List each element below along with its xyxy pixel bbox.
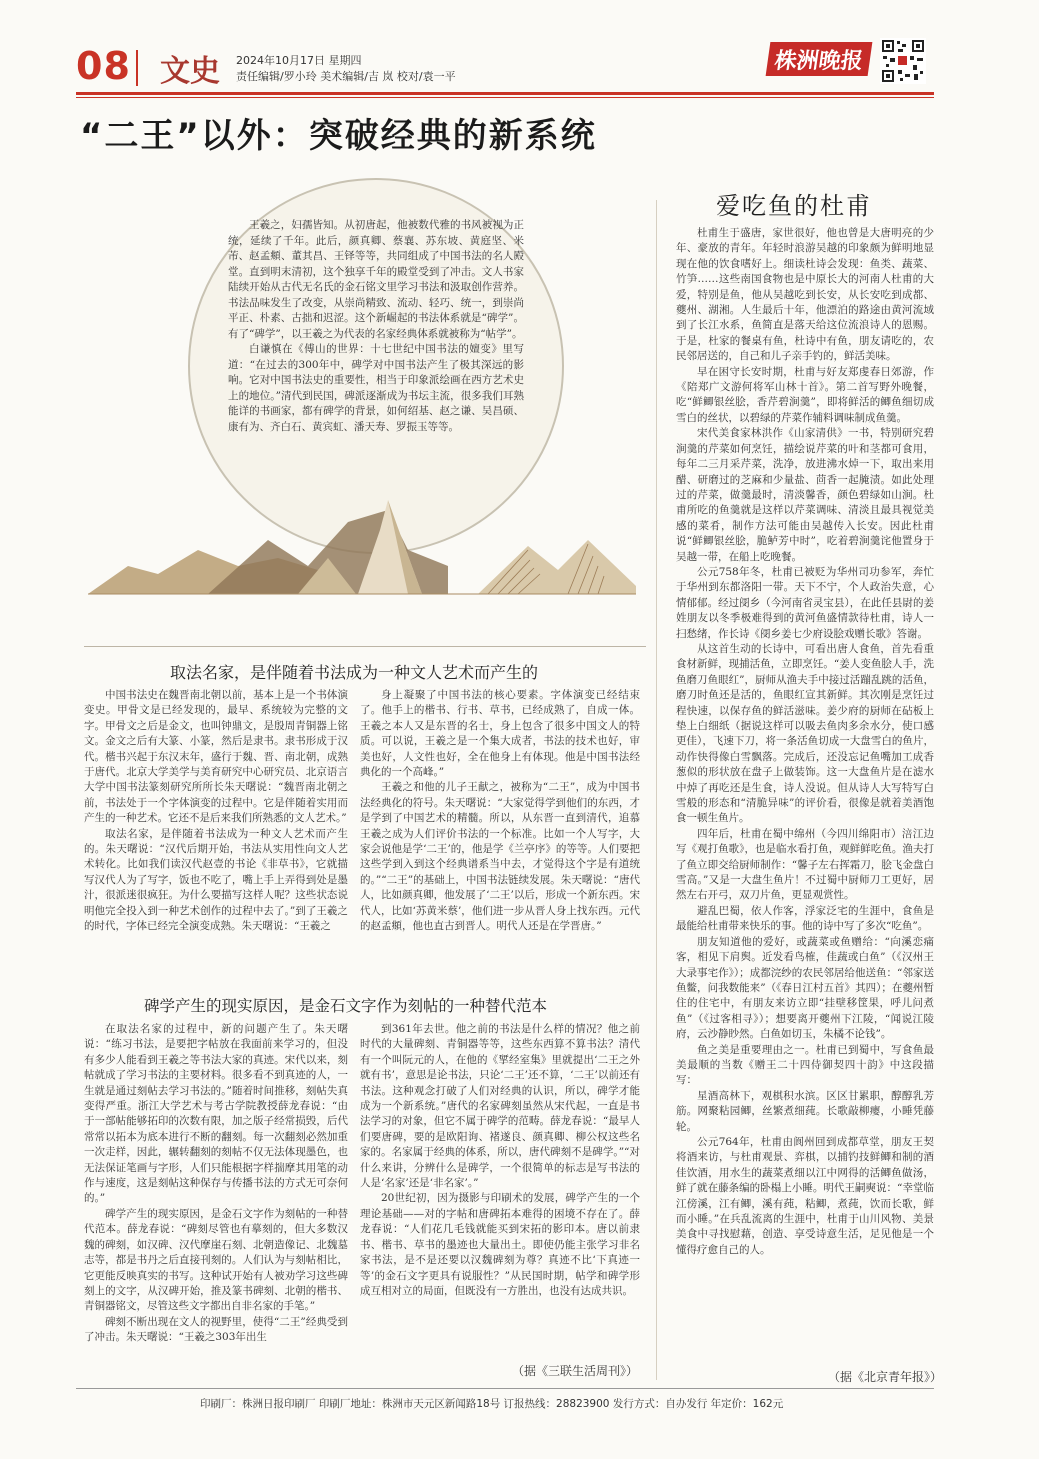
body-paragraph: 碑学产生的现实原因，是金石文字作为刻帖的一种替代范本。薛龙春说：“碑刻尽管也有摹刻的，但大多数汉魏的碑刻，如汉碑、汉代摩崖石刻、北朝造像记、北魏墓志等，都是书丹之后直接刊刻的。人们认为与刻帖相比，它更能反映真实的书写。这种试开始有人被劝学习这些碑刻上的文字，从汉碑开始，推及篆书碑刻、北朝的楷书、青铜器铭文，尽管这些文字都出自非名家的手笔。” xyxy=(84,1207,348,1313)
masthead-text: 株洲晚报 xyxy=(772,48,865,74)
subheading-1: 取法名家，是伴随着书法成为一种文人艺术而产生的 xyxy=(170,663,539,682)
editors-line: 责任编辑/罗小玲 美术编辑/吉 岚 校对/袁一平 xyxy=(236,70,456,83)
mountain-illustration xyxy=(88,470,636,602)
body-paragraph: 20世纪初，因为摄影与印刷术的发展，碑学产生的一个理论基础——对的字帖和唐碑拓本难得的困境不存在了。薛龙春说：“人们花几毛钱就能买到宋拓的影印本。唐以前隶书、楷书、草书的墨迹也大量出土。即使仍能主张学习非名家书法，是不是还要以汉魏碑刻为尊？真迹不比‘下真迹一等’的金石文字更具有说服性？”从民国时期，帖学和碑学形成互相对立的局面，但既没有一方胜出，也没有达成共识。 xyxy=(360,1192,640,1297)
body-paragraph: 宋代美食家林洪作《山家清供》一书，特别研究碧涧羹的芹菜如何烹饪，描绘说芹菜的叶和茎都可食用，每年二三月采芹菜，洗净，放进沸水焯一下，取出来用醋、研磨过的芝麻和少量盐、茴香一起腌渍。如此处理过的芹菜，做羹最时，清淡馨香，颜色碧绿如山涧。杜甫所吃的鱼羹就是这样以芹菜调味、清淡且最具视觉美感的菜肴，制作方法可能由吴越传入长安。因此杜甫说“鲜鲫银丝脍，脆鲈芳中时”，吃着碧涧羹诧他置身于吴越一带，在船上吃晚餐。 xyxy=(676,427,934,563)
body-paragraph: 王羲之和他的儿子王献之，被称为“二王”，成为中国书法经典化的符号。朱天曙说：“大家觉得学到他们的东西，才是学到了中国艺术的精髓。所以，从东晋一直到清代，追慕王羲之成为人们评价书法的一个标准。比如一个人写字，大家会说他是学‘二王’的，他是学《兰亭序》的等等。人们要把这些学到入到这个经典谱系当中去，才觉得这个字是有道统的。”“二王”的基础上，中国书法链续发展。朱天曙说：“唐代人，比如颜真卿，他发展了‘二王’以后，形成一个新东西。宋代人，比如‘苏黄米蔡’，他们进一步从晋人身上找东西。元代的赵孟頫，他也直古到晋人。明代人还是在学晋唐。” xyxy=(360,781,640,933)
body-paragraph: 鱼之美是重要理由之一。杜甫已到蜀中，写食鱼最美最顺的当数《赠王二十四侍御契四十韵》中这段描写： xyxy=(676,1043,934,1087)
body-paragraph: 碑刻不断出现在文人的视野里，使得“二王”经典受到了冲击。朱天曙说：“王羲之303年出生 xyxy=(84,1315,348,1344)
date-line: 2024年10月17日 星期四 xyxy=(236,54,362,67)
header-rule xyxy=(76,92,934,95)
section-name: 文史 xyxy=(160,54,220,89)
body-paragraph: 避乱巴蜀，依人作客，浮家泛宅的生涯中，食鱼是最能给杜甫带来快乐的事。他的诗中写了多次“吃鱼”。 xyxy=(676,904,934,933)
body-paragraph: 公元764年，杜甫由阆州回到成都草堂，朋友王契将酒来访，与杜甫观景、弈棋，以捕钓技鲜鲫和制的酒佳饮酒，用水生的蔬菜煮细以江中网得的活鲫鱼做汤，鲜了就在藤条编的卧榻上小睡。明代王嗣奭说：“幸堂临江傍溪，江有鲫，溪有莼，粘鲫，煮莼，饮而长歌，鲜而小睡。”在兵乱流离的生涯中，杜甫于山川风物、美景美食中寻找慰藉，创造、享受诗意生活，足见他是一个懂得疗愈自己的人。 xyxy=(676,1135,934,1256)
body-paragraph: 公元758年冬，杜甫已被贬为华州司功参军，奔忙于华州到东都洛阳一带。天下不宁，个人政治失意，心情郁郁。经过阌乡（今河南省灵宝县），在此任县尉的姜姓朋友以冬季极难得到的黄河鱼盛情款待杜甫，诗人一扫愁绪，作长诗《阌乡姜七少府设脍戏赠长歌》答谢。 xyxy=(676,565,934,640)
body-column xyxy=(84,688,348,978)
footer-print-info: 印刷厂：株洲日报印刷厂 印刷厂地址：株洲市天元区新闻路18号 订报热线：28823900 发行方式：自办发行 年定价：162元 xyxy=(200,1398,784,1410)
header-divider xyxy=(136,50,138,86)
side-article-body xyxy=(676,226,934,1372)
column-divider xyxy=(656,200,657,1380)
qr-code-icon xyxy=(880,38,926,84)
intro-paragraph: 王羲之，妇孺皆知。从初唐起，他被数代雅的书风被视为正统，延续了千年。此后，颜真卿、蔡襄、苏东坡、黄庭坚、米芾、赵孟頫、董其昌、王铎等等，共同组成了中国书法的名人殿堂。直到明末清初，这个独享千年的殿堂受到了冲击。文人书家陆续开始从古代无名氏的金石铭文里学习书法和汲取创作营养。书法品味发生了改变，从崇尚精致、流动、轻巧、统一，到崇尚平正、朴素、古拙和迟涩。这个新崛起的书法体系就是“碑学”。有了“碑学”，以王羲之为代表的名家经典体系就被称为“帖学”。 xyxy=(228,219,524,340)
side-article-title: 爱吃鱼的杜甫 xyxy=(716,192,872,220)
page-number: 08 xyxy=(76,44,131,88)
main-article-source: （据《三联生活周刊》） xyxy=(512,1364,639,1378)
main-article-title: “二王”以外：突破经典的新系统 xyxy=(80,116,597,156)
intro-paragraph: 白谦慎在《傅山的世界：十七世纪中国书法的嬗变》里写道：“在过去的300年中，碑学对中国书法产生了极其深远的影响。它对中国书法史的重要性，相当于印象派绘画在西方艺术史上的地位。”清代到民国，碑派逐渐成为书坛主流，很多我们耳熟能详的书画家，都有碑学的背景，如何绍基、赵之谦、吴昌硕、康有为、齐白石、黄宾虹、潘天寿、罗振玉等等。 xyxy=(228,343,524,433)
body-paragraph: 取法名家，是伴随着书法成为一种文人艺术而产生的。朱天曙说：“汉代后期开始，书法从实用性向文人艺术转化。比如我们读汉代赵壹的书论《非草书》，它就描写汉代人为了写字，饭也不吃了，嘴上手上弄得到处是墨汁，很派迷很疯狂。为什么要描写这样人呢？这些状态说明他完全投入到一种艺术创作的过程中去了。”到了王羲之的时代，字体已经完全演变成熟。朱天曙说：“王羲之 xyxy=(84,827,348,933)
body-paragraph: 杜甫生于盛唐，家世很好，他也曾是大唐明亮的少年、豪放的青年。年轻时浪游吴越的印象颇为鲜明地显现在他的饮食嗜好上。细读杜诗会发现：鱼类、蔬菜、竹笋……这些南国食物也是中原长大的河南人杜甫的大爱，特别是鱼，他从吴越吃到长安，从长安吃到成都、夔州、湖湘。人生最后十年，他漂泊的路途由黄河流域到了长江水系，鱼简直是落天给这位流浪诗人的恩赐。于是，杜家的餐桌有鱼，杜诗中有鱼，朋友请吃的，农民邻居送的，自己和儿子亲手钓的，鲜活美味。 xyxy=(676,227,934,363)
masthead-logo xyxy=(766,42,873,76)
body-paragraph: 早在困守长安时期，杜甫与好友郑虔春日郊游，作《陪郑广文游何将军山林十首》。第二首写野外晚餐，吃“鲜鲫银丝脍，香芹碧涧羹”，即将鲜活的鲫鱼细切成雪白的丝状，以碧绿的芹菜作辅料调味制成鱼羹。 xyxy=(676,365,934,424)
body-column xyxy=(84,1022,348,1352)
header-rule-thin xyxy=(76,97,934,98)
footer-rule xyxy=(76,1388,934,1389)
body-paragraph: 从这首生动的长诗中，可看出唐人食鱼，首先看重食材新鲜，现捕活鱼，立即烹饪。“姜人变鱼脍人手，洗鱼磨刀鱼眼红”，厨师从渔夫手中接过活蹦乱跳的活鱼，磨刀时鱼还是活的，鱼眼红宣其新鲜。其次刚是烹饪过程快速，以保存鱼的鲜活滋味。姜少府的厨师在砧板上垫上白细纸（据说这样可以吸去鱼肉多余水分，使口感更佳），飞速下刀，将一条活鱼切成一大盘雪白的鱼片，动作快得像白雪飘落。完成后，还没忘记鱼嘴加工成香葱似的形状放在盘子上做装饰。这一大盘鱼片是在滤水中焯了再吃还是生食，诗人没说。但从诗人大写特写白雪般的形态和“清脆异味”的评价看，很像是就着美酒饱食一顿生鱼片。 xyxy=(676,642,934,825)
subheading-2: 碑学产生的现实原因，是金石文字作为刻帖的一种替代范本 xyxy=(144,997,548,1015)
body-paragraph: 四年后，杜甫在蜀中绵州（今四川绵阳市）涪江边写《观打鱼歌》，也是临水看打鱼，观鲜鲜吃鱼。渔夫打了鱼立即交给厨师制作：“馨子左右挥霜刀，脍飞金盘白雪高。”又是一大盘生鱼片！不过蜀中厨师刀工更好，居然左右开弓，双刀片鱼，更显观赏性。 xyxy=(676,827,934,902)
body-paragraph: 身上凝聚了中国书法的核心要素。字体演变已经结束了。他手上的楷书、行书、草书，已经成熟了，自成一体。王羲之本人又是东晋的名士，身上包含了很多中国文人的特质。可以说，王羲之是一个集大成者，书法的技术也好，审美也好，人文性也好，全在他身上有体现。他是中国书法经典化的一个高峰。” xyxy=(360,689,640,779)
body-paragraph: 到361年去世。他之前的书法是什么样的情况？他之前时代的大量碑刻、青铜器等等，这些东西算不算书法？清代有一个叫阮元的人，在他的《揅经室集》里就提出‘二王之外就有书’，意思是论书法，只论‘二王’还不算，‘二王’以前还有书法。这种观念打破了人们对经典的认识，所以，碑学才能成为一个新系统。”唐代的名家碑刻虽然从宋代起，一直是书法学习的对象，但它不属于碑学的范畴。薛龙春说：“最早人们要唐碑，要的是欧阳询、褚遂良、颜真卿、柳公权这些名家的。名家属于经典的体系，所以，唐代碑刻不是碑学。”“对什么来讲，分辨什么是碑学，一个很简单的标志是写书法的人是‘名家’还是‘非名家’。” xyxy=(360,1023,640,1190)
body-column xyxy=(360,1022,640,1352)
section-divider xyxy=(84,646,646,647)
side-article-source: （据《北京青年报》） xyxy=(828,1370,943,1384)
body-paragraph: 星酒高林下，观棋积水滨。区区甘累职，醇醇乳芳筋。网聚粘园鲫，丝繁煮细莼。长歌敲柳瘿，小睡凭藤轮。 xyxy=(676,1089,934,1133)
body-paragraph: 朋友知道他的爱好，或蔬菜或鱼赠给：“向溪恋痛客，相见下肩舆。近发看鸟榷，佳蔬或白鱼”（《汉州王大录事宅作》）；成都浣纱的农民邻居给他送鱼：“邻家送鱼鳖，问我数能来”（《春日江村五首》其四）；在夔州暂住的住宅中，有朋友来访立即“挂壁移筐果，呼儿问煮鱼”（《过客相寻》）；想要离开夔州下江陵，“闻说江陵府，云沙静眇然。白鱼如切玉，朱橘不论钱”。 xyxy=(676,935,934,1041)
body-paragraph: 中国书法史在魏晋南北朝以前，基本上是一个书体演变史。甲骨文是已经发现的，最早、系统较为完整的文字。甲骨文之后是金文，也叫钟鼎文，是殷周青铜器上铭文。金文之后有大篆、小篆，然后是隶书。隶书形成于汉代。楷书兴起于东汉末年，盛行于魏、晋、南北朝，成熟于唐代。北京大学美学与美育研究中心研究员、北京语言大学中国书法篆刻研究所所长朱天曙说：“魏晋南北朝之前，书法处于一个字体演变的过程中。它是伴随着实用而产生的一种艺术。它还不是后来我们所熟悉的文人艺术。” xyxy=(84,689,348,825)
body-paragraph: 在取法名家的过程中，新的问题产生了。朱天曙说：“练习书法，是要把字帖放在我面前来学习的，但没有多少人能看到王羲之等书法大家的真迹。宋代以来，刻帖就成了学习书法的主要材料。很多看不到真迹的人，一生就是通过刻帖去学习书法的。”随着时间推移，刻帖失真变得严重。浙江大学艺术与考古学院教授薛龙春说：“由于一部帖能够拓印的次数有限，加之版子经常损毁，后代常常以拓本为底本进行不断的翻刻。每一次翻刻必然加重一次走样，因此，辗转翻刻的刻帖不仅无法体现墨色，也无法保证笔画与字形，人们只能根据字样揣摩其用笔的动作与速度，这是刻帖这种保存与传播书法的方式无可奈何的。” xyxy=(84,1023,348,1205)
body-column xyxy=(360,688,640,978)
